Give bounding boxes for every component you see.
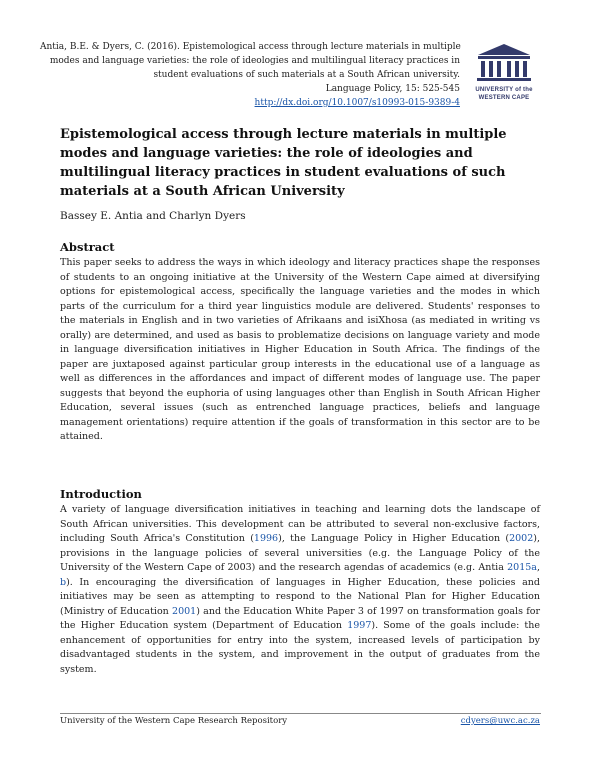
logo-line: WESTERN CAPE xyxy=(478,95,530,101)
footer-email-link[interactable]: cdyers@uwc.ac.za xyxy=(460,716,540,726)
text-run: ), the Language Policy in Higher Education ( xyxy=(278,533,510,544)
paper-title: Epistemological access through lecture materials in multiple modes and language varieties: the role of ideologies and multilingual literacy practices in student evaluations of such materials at a South African University xyxy=(60,127,507,199)
text-run: A variety of language diversification initiatives in teaching and learning dots the landscape of South African universities. This development can be attributed to several non-exclusive factors, including South Africa's Constitution ( xyxy=(60,504,540,544)
footer-repository: University of the Western Cape Research Repository xyxy=(60,716,288,726)
citation-line: Language Policy, 15: 525-545 xyxy=(325,84,460,94)
text-run: ), provisions in the language policies of several universities (e.g. the Language Policy of the University of the Western Cape of 2003) and the research agendas of academics (e.g. Antia xyxy=(60,533,541,573)
footer-divider xyxy=(60,713,541,714)
citation-link[interactable]: 1997 xyxy=(347,620,372,631)
abstract-text: This paper seeks to address the ways in which ideology and literacy practices shape the responses of students to an ongoing initiative at the University of the Western Cape aimed at diversifying options for epistemological access, specifically the language varieties and the modes in which parts of the curriculum for a third year linguistics module are delivered. Students' responses to the materials in English and in two varieties of Afrikaans and isiXhosa (as mediated in writing vs orally) are determined, and used as basis to problematize decisions on language variety and mode in language diversification initiatives in Higher Education in South Africa. The findings of the paper are juxtaposed against particular group interests in the educational use of a language as well as differences in the affordances and impact of different modes of language use. The paper suggests that beyond the euphoria of using languages other than English in South African Higher Education, several issues (such as entrenched language practices, beliefs and language management orientations) require attention if the goals of transformation in this sector are to be attained. xyxy=(60,257,540,442)
citation-link[interactable]: 2001 xyxy=(172,605,197,617)
university-logo xyxy=(472,42,536,102)
introduction-heading: Introduction xyxy=(60,487,142,501)
university-building-icon xyxy=(472,42,536,84)
citation-line: Antia, B.E. & Dyers, C. (2016). Epistemological access through lecture materials in multiple xyxy=(40,42,461,52)
logo-line: UNIVERSITY of the xyxy=(475,87,533,93)
authors: Bassey E. Antia and Charlyn Dyers xyxy=(60,210,246,222)
citation-line: student evaluations of such materials at a South African university. xyxy=(153,70,460,80)
citation-link[interactable]: 2015a xyxy=(507,562,537,573)
text-run: ) and the Education White Paper 3 of 1997 on transformation goals for the Higher Education system (Department of Education xyxy=(60,605,540,631)
abstract-heading: Abstract xyxy=(60,240,115,254)
citation-block xyxy=(40,40,460,110)
introduction-text xyxy=(60,503,540,677)
citation-link[interactable]: b xyxy=(60,576,67,588)
citation-link[interactable]: 1996 xyxy=(253,533,279,544)
text-run: ). Some of the goals include: the enhancement of opportunities for entry into the system, increased levels of participation by disadvantaged students in the system, and improvement in the output of graduates from the system. xyxy=(60,620,540,675)
citation-link[interactable]: 2002 xyxy=(509,533,534,544)
logo-text xyxy=(472,86,536,102)
doi-link[interactable]: http://dx.doi.org/10.1007/s10993-015-9389-4 xyxy=(254,98,460,108)
text-run: ). In encouraging the diversification of languages in Higher Education, these policies and initiatives may be seen as attempting to respond to the National Plan for Higher Education (Ministry of Education xyxy=(60,576,540,617)
citation-line: modes and language varieties: the role of ideologies and multilingual literacy practices in xyxy=(49,56,460,66)
text-run: , xyxy=(536,562,540,573)
